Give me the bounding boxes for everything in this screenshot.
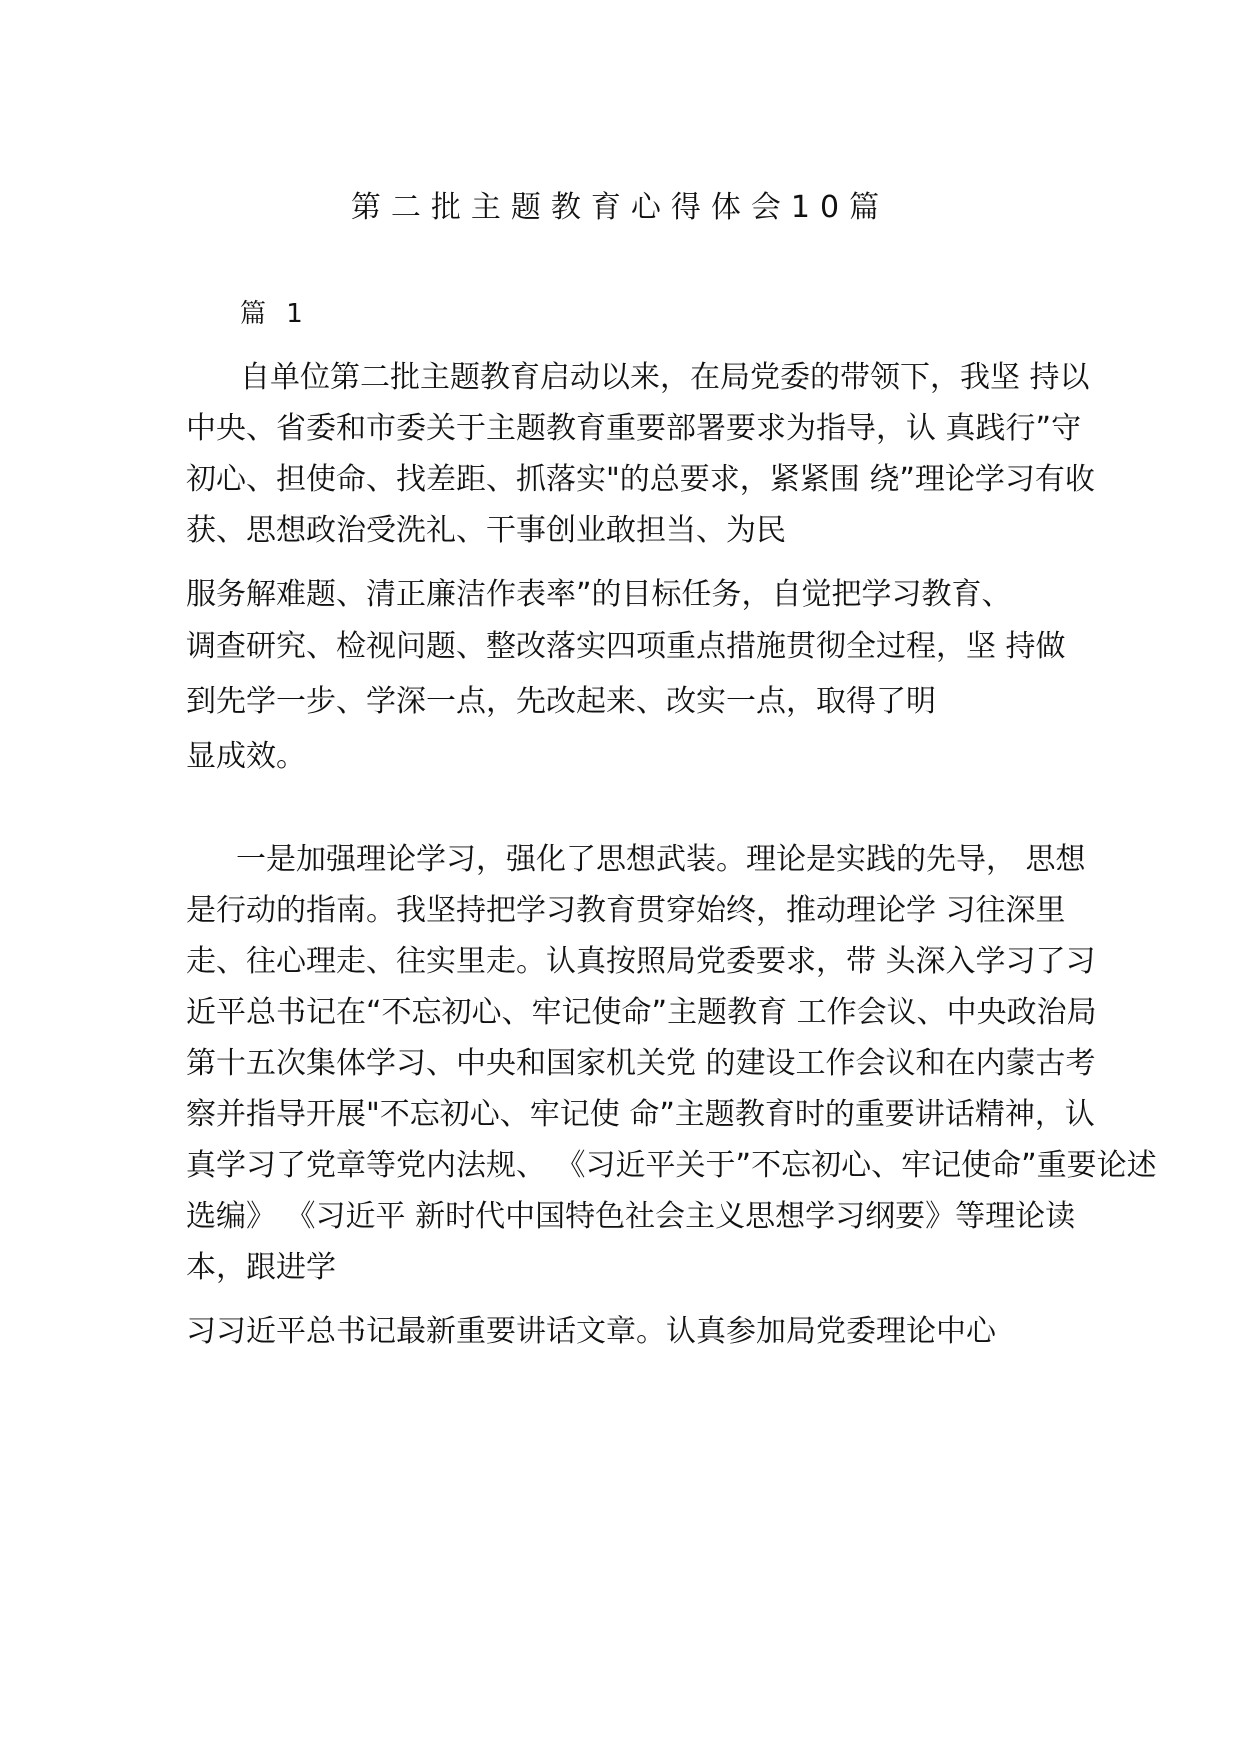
paragraph-line: 自单位第二批主题教育启动以来，在局党委的带领下，我坚 持以 [240,360,1090,395]
section-heading: 篇 1 [240,299,309,329]
paragraph-line: 第十五次集体学习、中央和国家机关党 的建设工作会议和在内蒙古考 [186,1046,1096,1081]
paragraph-line: 中央、省委和市委关于主题教育重要部署要求为指导，认 真践行”守 [186,411,1082,446]
paragraph-line: 察并指导开展"不忘初心、牢记使 命”主题教育时的重要讲话精神，认 [186,1097,1095,1132]
paragraph-line: 习习近平总书记最新重要讲话文章。认真参加局党委理论中心 [186,1314,996,1349]
paragraph-line: 选编》 《习近平 新时代中国特色社会主义思想学习纲要》等理论读 [186,1199,1076,1234]
paragraph-line: 初心、担使命、找差距、抓落实"的总要求，紧紧围 绕”理论学习有收 [186,462,1095,497]
paragraph-line: 走、往心理走、往实里走。认真按照局党委要求，带 头深入学习了习 [186,944,1096,979]
paragraph-line: 一是加强理论学习，强化了思想武装。理论是实践的先导， 思想 [236,842,1086,877]
paragraph-line: 显成效。 [186,739,306,774]
paragraph-line: 获、思想政治受洗礼、干事创业敢担当、为民 [186,513,786,548]
paragraph-line: 是行动的指南。我坚持把学习教育贯穿始终，推动理论学 习往深里 [186,893,1066,928]
paragraph-line: 到先学一步、学深一点，先改起来、改实一点，取得了明 [186,684,936,719]
paragraph-line: 调查研究、检视问题、整改落实四项重点措施贯彻全过程，坚 持做 [186,629,1066,664]
document-title: 第二批主题教育心得体会10篇 [350,190,890,225]
paragraph-line: 真学习了党章等党内法规、 《习近平关于”不忘初心、牢记使命”重要论述 [186,1148,1157,1183]
paragraph-line: 本，跟进学 [186,1250,336,1285]
paragraph-line: 服务解难题、清正廉洁作表率”的目标任务，自觉把学习教育、 [186,577,1012,612]
paragraph-line: 近平总书记在“不忘初心、牢记使命”主题教育 工作会议、中央政治局 [186,995,1097,1030]
